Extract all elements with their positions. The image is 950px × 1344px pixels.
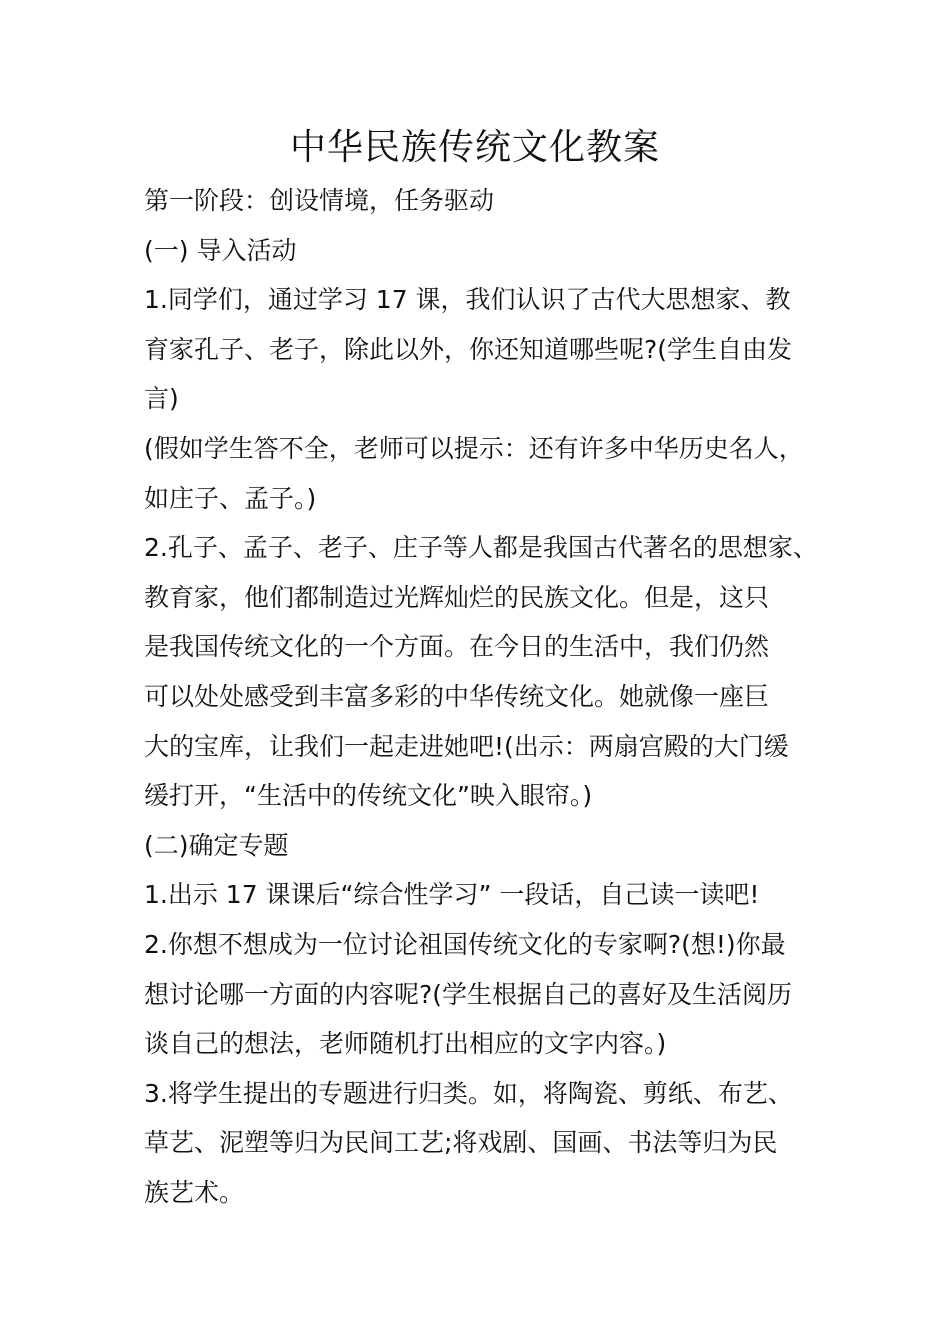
document-title: 中华民族传统文化教案 bbox=[289, 127, 660, 168]
text-line: 想讨论哪一方面的内容呢?(学生根据自己的喜好及生活阅历 bbox=[144, 979, 793, 1009]
text-line: (二)确定专题 bbox=[144, 830, 289, 860]
text-line: 大的宝库，让我们一起走进她吧!(出示：两扇宫殿的大门缓 bbox=[144, 731, 789, 761]
document-body bbox=[144, 176, 820, 1217]
text-line: 2.你想不想成为一位讨论祖国传统文化的专家啊?(想!)你最 bbox=[144, 929, 786, 959]
text-line: 第一阶段：创设情境，任务驱动 bbox=[144, 186, 495, 215]
text-line: 可以处处感受到丰富多彩的中华传统文化。她就像一座巨 bbox=[144, 681, 770, 711]
text-line: (一) 导入活动 bbox=[144, 235, 297, 265]
text-line: 2.孔子、孟子、老子、庄子等人都是我国古代著名的思想家、 bbox=[144, 533, 818, 563]
text-line: 如庄子、孟子。) bbox=[144, 483, 317, 513]
text-line: 育家孔子、老子，除此以外，你还知道哪些呢?(学生自由发 bbox=[144, 334, 793, 364]
text-line: 1.出示 17 课课后“综合性学习” 一段话，自己读一读吧! bbox=[144, 880, 760, 910]
text-line: (假如学生答不全，老师可以提示：还有许多中华历史名人， bbox=[144, 433, 804, 463]
text-line: 谈自己的想法，老师随机打出相应的文字内容。) bbox=[144, 1029, 667, 1059]
text-line: 3.将学生提出的专题进行归类。如，将陶瓷、剪纸、布艺、 bbox=[144, 1078, 793, 1108]
text-line: 言) bbox=[144, 384, 179, 414]
text-line: 缓打开，“生活中的传统文化”映入眼帘。) bbox=[144, 781, 593, 811]
text-line: 1.同学们，通过学习 17 课，我们认识了古代大思想家、教 bbox=[144, 285, 791, 315]
text-line: 是我国传统文化的一个方面。在今日的生活中，我们仍然 bbox=[144, 632, 770, 662]
text-line: 草艺、泥塑等归为民间工艺;将戏剧、国画、书法等归为民 bbox=[144, 1128, 778, 1158]
text-line: 教育家，他们都制造过光辉灿烂的民族文化。但是，这只 bbox=[144, 582, 770, 612]
text-line: 族艺术。 bbox=[144, 1177, 245, 1207]
